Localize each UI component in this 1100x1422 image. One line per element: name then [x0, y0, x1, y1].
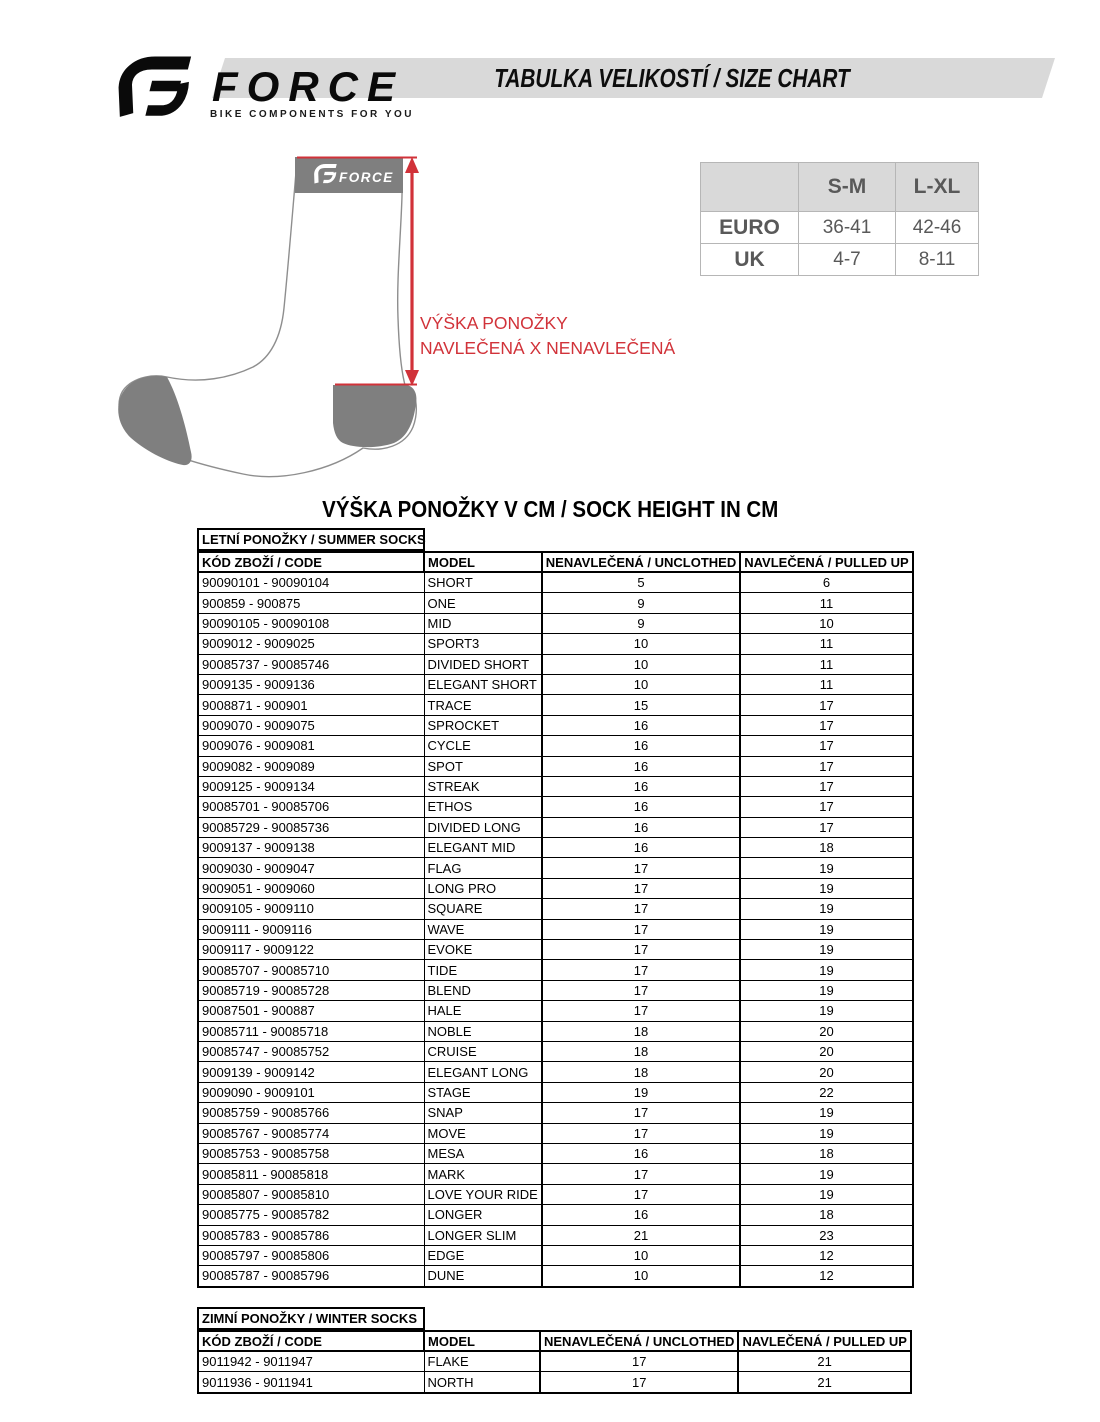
table-cell: DIVIDED LONG: [424, 817, 542, 837]
table-cell: 19: [740, 980, 912, 1000]
winter-socks-table: [197, 1330, 912, 1394]
column-header: L-XL: [896, 163, 979, 212]
table-cell: 10: [542, 654, 740, 674]
measure-label-line2: NAVLEČENÁ X NENAVLEČENÁ: [420, 338, 676, 358]
table-cell: 90085759 - 90085766: [198, 1103, 424, 1123]
column-header: MODEL: [424, 1331, 540, 1351]
table-cell: 20: [740, 1021, 912, 1041]
table-cell: LONG PRO: [424, 878, 542, 898]
table-cell: 90085737 - 90085746: [198, 654, 424, 674]
table-cell: 17: [542, 980, 740, 1000]
table-cell: MOVE: [424, 1123, 542, 1143]
table-cell: BLEND: [424, 980, 542, 1000]
table-cell: 17: [542, 1001, 740, 1021]
column-header: NENAVLEČENÁ / UNCLOTHED: [542, 552, 740, 572]
column-header: NAVLEČENÁ / PULLED UP: [738, 1331, 910, 1351]
table-row: [198, 1143, 913, 1163]
table-cell: 17: [542, 940, 740, 960]
table-row: [198, 1001, 913, 1021]
table-cell: 6: [740, 572, 912, 593]
table-cell: SPORT3: [424, 634, 542, 654]
table-row: [198, 1021, 913, 1041]
table-cell: 9009030 - 9009047: [198, 858, 424, 878]
table-row: [198, 674, 913, 694]
table-cell: 90085797 - 90085806: [198, 1245, 424, 1265]
table-cell: 21: [542, 1225, 740, 1245]
table-row: [198, 878, 913, 898]
table-row: [198, 797, 913, 817]
table-cell: 9009111 - 9009116: [198, 919, 424, 939]
table-cell: 4-7: [799, 244, 896, 276]
table-cell: 18: [542, 1041, 740, 1061]
table-cell: 90090101 - 90090104: [198, 572, 424, 593]
table-cell: EURO: [701, 212, 799, 244]
table-cell: 9009082 - 9009089: [198, 756, 424, 776]
table-cell: LONGER: [424, 1205, 542, 1225]
table-cell: 18: [542, 1021, 740, 1041]
table-cell: 16: [542, 715, 740, 735]
table-cell: MID: [424, 613, 542, 633]
table-cell: 21: [738, 1372, 910, 1393]
table-cell: 19: [740, 1184, 912, 1204]
table-row: [198, 572, 913, 593]
summer-socks-table: [197, 551, 914, 1288]
column-header: NENAVLEČENÁ / UNCLOTHED: [540, 1331, 738, 1351]
table-row: [198, 940, 913, 960]
table-row: [198, 1041, 913, 1061]
table-cell: EDGE: [424, 1245, 542, 1265]
table-row: [198, 858, 913, 878]
table-cell: 9009105 - 9009110: [198, 899, 424, 919]
table-cell: LONGER SLIM: [424, 1225, 542, 1245]
table-cell: FLAKE: [424, 1351, 540, 1372]
table-cell: 9011936 - 9011941: [198, 1372, 424, 1393]
table-cell: 90085807 - 90085810: [198, 1184, 424, 1204]
table-row: [198, 899, 913, 919]
table-cell: SHORT: [424, 572, 542, 593]
table-cell: 17: [740, 797, 912, 817]
table-cell: 18: [740, 1143, 912, 1163]
brand-tagline: BIKE COMPONENTS FOR YOU: [210, 109, 414, 120]
table-cell: SNAP: [424, 1103, 542, 1123]
table-cell: 9008871 - 900901: [198, 695, 424, 715]
table-cell: TIDE: [424, 960, 542, 980]
table-cell: 17: [542, 878, 740, 898]
table-cell: 19: [740, 919, 912, 939]
column-header: [701, 163, 799, 212]
table-cell: 90085707 - 90085710: [198, 960, 424, 980]
table-cell: 17: [542, 899, 740, 919]
table-cell: 17: [740, 715, 912, 735]
table-row: [198, 634, 913, 654]
table-cell: DUNE: [424, 1266, 542, 1287]
table-cell: 90085811 - 90085818: [198, 1164, 424, 1184]
winter-socks-caption: ZIMNÍ PONOŽKY / WINTER SOCKS: [197, 1307, 425, 1330]
table-cell: TRACE: [424, 695, 542, 715]
table-row: [198, 593, 913, 613]
table-cell: CYCLE: [424, 736, 542, 756]
size-chart-table: [700, 162, 979, 276]
table-cell: 90085711 - 90085718: [198, 1021, 424, 1041]
table-cell: 21: [738, 1351, 910, 1372]
section-title: VÝŠKA PONOŽKY V CM / SOCK HEIGHT IN CM: [321, 496, 779, 522]
table-cell: NOBLE: [424, 1021, 542, 1041]
table-cell: ONE: [424, 593, 542, 613]
table-cell: ELEGANT MID: [424, 838, 542, 858]
table-cell: 18: [740, 838, 912, 858]
sock-diagram: [105, 148, 445, 498]
table-cell: 9009090 - 9009101: [198, 1082, 424, 1102]
table-cell: NORTH: [424, 1372, 540, 1393]
table-cell: 16: [542, 838, 740, 858]
table-cell: STAGE: [424, 1082, 542, 1102]
table-cell: 19: [740, 858, 912, 878]
table-row: [198, 1372, 911, 1393]
column-header: MODEL: [424, 552, 542, 572]
table-cell: 23: [740, 1225, 912, 1245]
table-cell: 90085767 - 90085774: [198, 1123, 424, 1143]
table-cell: 17: [542, 858, 740, 878]
table-row: [198, 715, 913, 735]
table-cell: 17: [740, 756, 912, 776]
table-cell: 16: [542, 756, 740, 776]
table-row: [198, 919, 913, 939]
table-cell: EVOKE: [424, 940, 542, 960]
table-cell: 10: [542, 1245, 740, 1265]
table-cell: 17: [740, 695, 912, 715]
table-row: [198, 817, 913, 837]
table-cell: SPOT: [424, 756, 542, 776]
table-row: [198, 613, 913, 633]
table-cell: 17: [542, 1123, 740, 1143]
measure-label: [420, 311, 675, 361]
table-row: [198, 736, 913, 756]
table-cell: 17: [540, 1351, 738, 1372]
table-cell: 90085729 - 90085736: [198, 817, 424, 837]
table-cell: 9011942 - 9011947: [198, 1351, 424, 1372]
table-cell: 17: [740, 817, 912, 837]
table-cell: 19: [740, 1164, 912, 1184]
table-cell: 17: [542, 1164, 740, 1184]
table-cell: CRUISE: [424, 1041, 542, 1061]
table-cell: 11: [740, 634, 912, 654]
table-row: [198, 960, 913, 980]
table-cell: 42-46: [896, 212, 979, 244]
column-header: KÓD ZBOŽÍ / CODE: [198, 552, 424, 572]
table-cell: ETHOS: [424, 797, 542, 817]
table-cell: 90090105 - 90090108: [198, 613, 424, 633]
table-row: [198, 1062, 913, 1082]
table-cell: FLAG: [424, 858, 542, 878]
table-row: [198, 1225, 913, 1245]
table-cell: 16: [542, 797, 740, 817]
table-row: [701, 212, 979, 244]
table-cell: ELEGANT SHORT: [424, 674, 542, 694]
summer-socks-caption: LETNÍ PONOŽKY / SUMMER SOCKS: [197, 528, 425, 551]
table-row: [198, 1082, 913, 1102]
table-cell: 16: [542, 736, 740, 756]
table-cell: 90085719 - 90085728: [198, 980, 424, 1000]
table-cell: 22: [740, 1082, 912, 1102]
table-cell: 16: [542, 1143, 740, 1163]
column-header: S-M: [799, 163, 896, 212]
table-cell: 17: [540, 1372, 738, 1393]
table-cell: WAVE: [424, 919, 542, 939]
table-cell: 17: [542, 960, 740, 980]
table-cell: 19: [740, 899, 912, 919]
table-cell: 20: [740, 1041, 912, 1061]
table-cell: 9009070 - 9009075: [198, 715, 424, 735]
table-cell: 9009139 - 9009142: [198, 1062, 424, 1082]
table-cell: 90085747 - 90085752: [198, 1041, 424, 1061]
table-cell: 17: [542, 1184, 740, 1204]
table-cell: 90085775 - 90085782: [198, 1205, 424, 1225]
force-logo: [100, 45, 430, 130]
table-row: [198, 1266, 913, 1287]
table-cell: 9009076 - 9009081: [198, 736, 424, 756]
table-cell: 16: [542, 817, 740, 837]
table-row: [198, 776, 913, 796]
table-cell: 11: [740, 674, 912, 694]
table-cell: MARK: [424, 1164, 542, 1184]
table-cell: 19: [740, 1103, 912, 1123]
table-cell: 9009117 - 9009122: [198, 940, 424, 960]
table-cell: 12: [740, 1266, 912, 1287]
table-row: [198, 1245, 913, 1265]
table-cell: STREAK: [424, 776, 542, 796]
table-row: [701, 244, 979, 276]
table-cell: 9: [542, 593, 740, 613]
table-cell: 9009012 - 9009025: [198, 634, 424, 654]
table-row: [198, 1184, 913, 1204]
table-cell: 9009125 - 9009134: [198, 776, 424, 796]
measure-label-line1: VÝŠKA PONOŽKY: [420, 313, 568, 333]
table-cell: 17: [542, 1103, 740, 1123]
table-row: [198, 1123, 913, 1143]
force-glyph-icon: [118, 63, 190, 115]
column-header: KÓD ZBOŽÍ / CODE: [198, 1331, 424, 1351]
table-cell: 19: [740, 960, 912, 980]
table-cell: 9: [542, 613, 740, 633]
cuff-brand-text: FORCE: [339, 170, 394, 185]
table-row: [198, 838, 913, 858]
table-cell: 90085753 - 90085758: [198, 1143, 424, 1163]
table-cell: 16: [542, 776, 740, 796]
table-row: [198, 1164, 913, 1184]
table-row: [198, 1103, 913, 1123]
table-cell: HALE: [424, 1001, 542, 1021]
table-cell: MESA: [424, 1143, 542, 1163]
table-cell: 17: [740, 776, 912, 796]
table-cell: DIVIDED SHORT: [424, 654, 542, 674]
table-cell: 19: [740, 940, 912, 960]
table-cell: 90087501 - 900887: [198, 1001, 424, 1021]
table-cell: 90085783 - 90085786: [198, 1225, 424, 1245]
table-cell: 90085701 - 90085706: [198, 797, 424, 817]
table-cell: 900859 - 900875: [198, 593, 424, 613]
table-cell: 90085787 - 90085796: [198, 1266, 424, 1287]
page-title: TABULKA VELIKOSTÍ / SIZE CHART: [494, 63, 850, 93]
brand-wordmark: FORCE: [212, 63, 404, 110]
table-cell: 17: [740, 736, 912, 756]
table-row: [198, 980, 913, 1000]
table-cell: LOVE YOUR RIDE: [424, 1184, 542, 1204]
table-cell: 19: [542, 1082, 740, 1102]
table-cell: 17: [542, 919, 740, 939]
table-cell: 20: [740, 1062, 912, 1082]
table-row: [198, 1205, 913, 1225]
table-cell: 10: [542, 674, 740, 694]
table-cell: 15: [542, 695, 740, 715]
table-cell: ELEGANT LONG: [424, 1062, 542, 1082]
table-cell: 18: [542, 1062, 740, 1082]
table-cell: UK: [701, 244, 799, 276]
table-cell: 19: [740, 878, 912, 898]
table-cell: 9009135 - 9009136: [198, 674, 424, 694]
table-cell: 12: [740, 1245, 912, 1265]
table-row: [198, 695, 913, 715]
table-cell: 5: [542, 572, 740, 593]
table-cell: 16: [542, 1205, 740, 1225]
table-cell: 8-11: [896, 244, 979, 276]
table-cell: 36-41: [799, 212, 896, 244]
table-cell: 19: [740, 1123, 912, 1143]
table-row: [198, 1351, 911, 1372]
table-cell: 11: [740, 654, 912, 674]
table-cell: 11: [740, 593, 912, 613]
table-cell: 9009051 - 9009060: [198, 878, 424, 898]
table-row: [198, 756, 913, 776]
table-cell: 9009137 - 9009138: [198, 838, 424, 858]
table-cell: 10: [740, 613, 912, 633]
table-cell: 10: [542, 1266, 740, 1287]
table-cell: SPROCKET: [424, 715, 542, 735]
table-row: [198, 654, 913, 674]
table-cell: 10: [542, 634, 740, 654]
column-header: NAVLEČENÁ / PULLED UP: [740, 552, 912, 572]
table-cell: 18: [740, 1205, 912, 1225]
table-cell: 19: [740, 1001, 912, 1021]
table-cell: SQUARE: [424, 899, 542, 919]
